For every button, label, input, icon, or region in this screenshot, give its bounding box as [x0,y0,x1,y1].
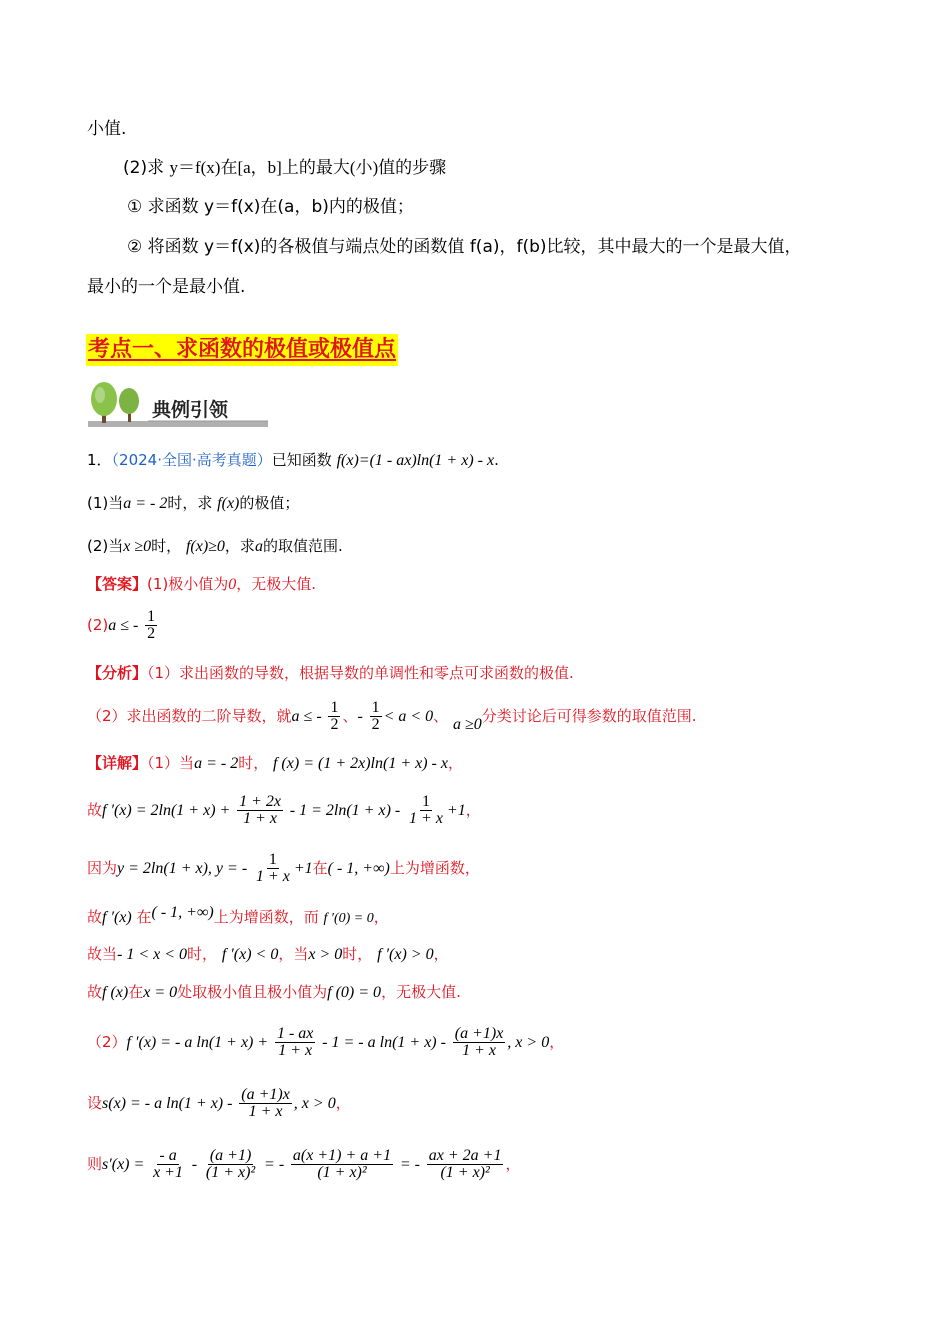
analysis-sep-2: 、 [433,707,449,725]
detail-l6-mid: 在 [128,983,144,1001]
detail-l2-expr-a: f ′(x) = 2ln(1 + x) + [102,802,231,819]
q1-expr: f(x) [217,495,240,512]
detail-l8-f-num: (a +1)x [241,1086,290,1103]
analysis-case-3: a ≥0 [452,716,482,733]
q2-mid: 时， [151,537,182,555]
detail-l7-frac-1 [275,1026,315,1059]
q2-pre: (2)当 [87,537,124,555]
detail-l8-expr-a: s(x) = - a ln(1 + x) - [102,1095,233,1112]
q1-pre: (1)当 [87,494,124,512]
analysis-p2-end: 分类讨论后可得参数的取值范围. [481,707,697,725]
detail-l9-f1-den: x +1 [153,1164,183,1181]
detail-l6-end: ，无极大值. [381,983,461,1001]
detail-l6-e1: f (x) [102,984,129,1001]
half-num-2: 1 [371,699,380,716]
detail-l4-pre: 故 [87,908,103,926]
detail-8 [87,1083,351,1124]
detail-l9-pre: 则 [87,1155,103,1173]
detail-l9-f2-den: (1 + x)² [205,1164,256,1181]
detail-l7-f1-den: 1 + x [278,1042,313,1059]
q2-condition: x ≥0 [123,538,152,555]
q2-end: 的取值范围. [262,537,343,555]
problem-stem-end: . [494,451,499,469]
detail-l5-mid3: 时， [342,945,373,963]
answer-2-expr: a ≤ - [108,617,139,634]
detail-l4-mid: 在 [136,908,152,926]
detail-l3-interval: ( - 1, +∞) [327,860,390,877]
detail-l7-frac-2 [453,1026,506,1059]
detail-l2-frac-2 [407,794,445,827]
step-1: ① 求函数 y＝f(x)在(a，b)内的极值； [127,197,414,217]
steps-title [123,157,446,179]
analysis-case-2b: < a < 0 [383,708,434,725]
section-heading: 考点一、求函数的极值或极值点 [86,334,398,366]
intro-line-1: 小值. [87,119,127,139]
answer-2-fraction [145,609,157,642]
analysis-half-2 [370,700,382,733]
detail-l9-f1-num: - a [159,1147,177,1164]
half-num-1: 1 [330,699,339,716]
analysis-2 [87,696,697,737]
detail-l9-f3-den: (1 + x)² [317,1164,367,1181]
answer-1-pre: (1)极小值为 [147,575,229,593]
banner-title: 典例引领 [152,399,229,421]
detail-l5-c2: x > 0 [308,946,343,963]
detail-9 [87,1144,520,1185]
analysis-half-1 [328,700,340,733]
problem-stem [87,449,499,472]
detail-l2-f1-num: 1 + 2x [239,793,281,810]
detail-l2-f2-den: 1 + x [409,810,443,827]
detail-l7-expr-c: , x > 0 [507,1034,550,1051]
detail-l4-expr: f ′(x) [102,909,132,926]
half-den-2: 2 [371,716,380,733]
steps-title-expr: y＝f(x)在[a，b]上的最大(小)值的步骤 [169,158,447,177]
detail-l7-end: ， [549,1033,565,1051]
detail-l3-frac [254,852,292,885]
detail-l7-f2-den: 1 + x [462,1042,496,1059]
detail-l2-pre: 故 [87,801,103,819]
detail-l4-mid2: 上为增函数，而 [213,908,319,926]
q1-mid: 时，求 [167,494,213,512]
detail-l1-end: ， [447,754,463,772]
answer-2-den: 2 [147,625,156,642]
answer-1-value: 0 [228,576,237,593]
detail-1 [87,752,463,775]
detail-l7-expr-a: f ′(x) = - a ln(1 + x) + [126,1034,269,1051]
detail-l9-f3-num: a(x +1) + a +1 [292,1147,392,1164]
detail-l1-pre: （1）当 [147,754,195,772]
answer-1 [87,573,316,596]
detail-l9-frac-2 [204,1148,257,1181]
detail-l6-e2: f (0) = 0 [327,984,382,1001]
question-2 [87,535,343,558]
example-banner [88,381,268,429]
question-1 [87,492,299,515]
problem-stem-text: 已知函数 [271,451,332,469]
detail-l9-end: ， [505,1155,521,1173]
detail-2 [87,790,481,831]
answer-2-num: 1 [147,608,156,625]
detail-l2-f1-den: 1 + x [243,810,277,827]
detail-l3-f-num: 1 [268,851,277,868]
detail-label: 【详解】 [87,754,148,772]
detail-l8-pre: 设 [87,1094,103,1112]
problem-number: 1． [87,451,112,469]
detail-4 [87,906,389,930]
step-2-line-a: ② 将函数 y＝f(x)的各极值与端点处的函数值 f(a)，f(b)比较，其中最大的一个是最大值， [127,237,802,257]
detail-l8-expr-b: , x > 0 [293,1095,336,1112]
detail-l5-mid2: ，当 [278,945,309,963]
analysis-1 [87,662,574,684]
half-den-1: 2 [330,716,339,733]
detail-l9-f4-den: (1 + x)² [440,1164,490,1181]
detail-l8-f-den: 1 + x [248,1103,283,1120]
detail-6 [87,981,461,1004]
detail-l3-f-den: 1 + x [255,868,290,885]
detail-l2-expr-b: - 1 = 2ln(1 + x) - [289,802,401,819]
detail-l5-e2: f ′(x) > 0 [377,946,434,963]
answer-label: 【答案】 [87,575,148,593]
detail-l5-mid: 时， [187,945,218,963]
detail-3 [87,848,480,889]
analysis-p2-pre: （2）求出函数的二阶导数，就 [87,707,292,725]
detail-l7-f1-num: 1 - ax [276,1025,314,1042]
detail-7 [87,1022,564,1063]
analysis-case-2a: - [357,708,363,725]
detail-l3-pre: 因为 [87,859,118,877]
detail-l6-c: x = 0 [143,984,178,1001]
q2-mid2: ，求 [224,537,255,555]
analysis-case-1: a ≤ - [291,708,322,725]
detail-l6-pre: 故 [87,983,103,1001]
detail-l5-pre: 故当 [87,945,118,963]
detail-l1-cond: a = - 2 [194,755,239,772]
q2-var: a [254,538,263,555]
problem-source: （2024·全国·高考真题） [111,451,272,469]
detail-l4-expr2: f ′(0) = 0 [323,911,374,926]
q2-expr: f(x)≥0 [185,538,225,555]
detail-l9-frac-4 [427,1148,504,1181]
detail-l3-end: 上为增函数， [389,859,480,877]
detail-l8-end: ， [335,1094,351,1112]
detail-l7-expr-b: - 1 = - a ln(1 + x) - [322,1034,446,1051]
detail-l9-eq2: = - [399,1156,420,1173]
steps-title-pre: (2)求 [123,158,170,178]
detail-l9-frac-3 [291,1148,393,1181]
detail-l2-frac-1 [237,794,283,827]
step-2-line-b: 最小的一个是最小值. [87,277,246,297]
answer-2-pre: (2) [87,616,109,634]
detail-l2-expr-c: +1 [446,802,466,819]
detail-l9-frac-1 [151,1148,185,1181]
detail-l4-end: ， [373,908,389,926]
detail-l9-f2-num: (a +1) [209,1147,252,1164]
detail-l8-frac [239,1087,292,1120]
detail-l9-f4-num: ax + 2a +1 [428,1147,502,1164]
detail-l3-expr-b: +1 [293,860,313,877]
answer-1-end: ，无极大值. [236,575,317,593]
analysis-label: 【分析】 [87,664,148,682]
detail-5 [87,943,449,966]
detail-l3-expr-a: y = 2ln(1 + x), y = - [117,860,248,877]
detail-l9-minus: - [191,1156,198,1173]
detail-l5-end: ， [433,945,449,963]
detail-l4-interval: ( - 1, +∞) [151,904,214,921]
analysis-p1: （1）求出函数的导数，根据导数的单调性和零点可求函数的极值. [147,664,574,682]
detail-l2-end: ， [465,801,481,819]
problem-function: f(x)=(1 - ax)ln(1 + x) - x [336,452,495,469]
detail-l1-expr: f (x) = (1 + 2x)ln(1 + x) - x [272,755,448,772]
detail-l5-c1: - 1 < x < 0 [117,946,188,963]
q1-end: 的极值； [239,494,300,512]
detail-l7-f2-num: (a +1)x [454,1025,504,1042]
answer-2 [87,607,159,644]
detail-l9-expr-a: s′(x) = [102,1156,145,1173]
analysis-sep: 、 [342,707,358,725]
detail-l5-e1: f ′(x) < 0 [221,946,279,963]
detail-l3-mid: 在 [312,859,328,877]
detail-l1-mid: 时， [238,754,269,772]
detail-l2-f2-num: 1 [421,793,430,810]
detail-l6-mid2: 处取极小值且极小值为 [177,983,328,1001]
detail-l9-eq1: = - [264,1156,285,1173]
q1-condition: a = - 2 [123,495,168,512]
detail-l7-pre: （2） [87,1033,127,1051]
